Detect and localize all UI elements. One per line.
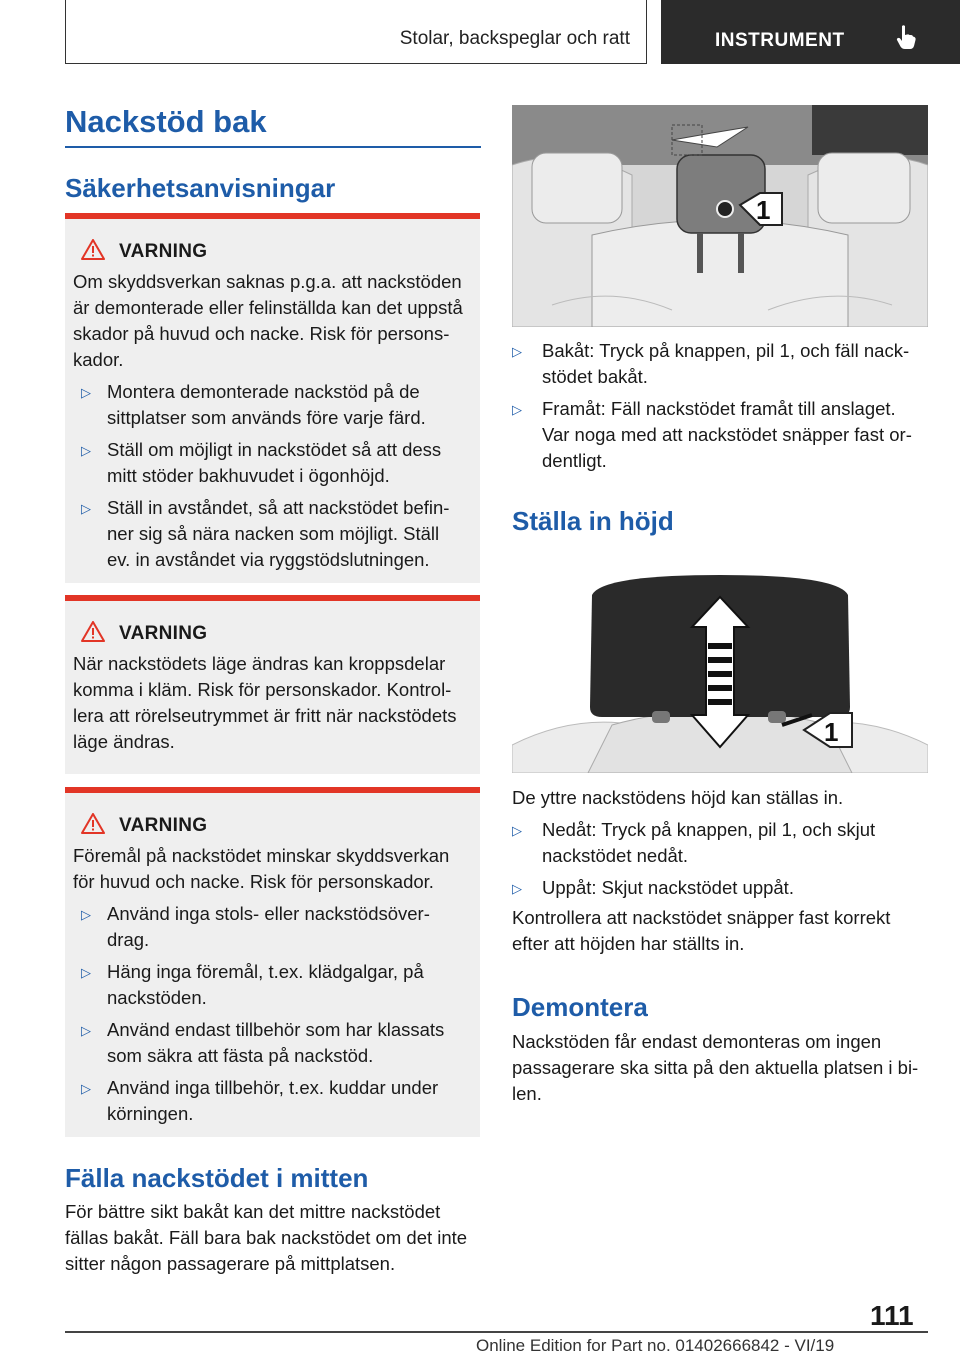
warning-box-1	[65, 213, 480, 583]
list-item: ▷ Använd inga tillbehör, t.ex. kuddar under körningen.	[73, 1075, 466, 1127]
height-heading: Ställa in höjd	[512, 506, 674, 536]
bullet-triangle-icon: ▷	[81, 907, 91, 922]
section-title: Stolar, backspeglar och ratt	[399, 28, 630, 49]
warning-title: VARNING	[119, 241, 208, 262]
bullet-triangle-icon: ▷	[81, 443, 91, 458]
bullet-triangle-icon: ▷	[81, 965, 91, 980]
bullet-triangle-icon: ▷	[81, 1023, 91, 1038]
list-item: ▷ Använd inga stols- eller nackstödsöver-drag.	[73, 901, 466, 953]
header-chapter-tab	[661, 0, 960, 64]
list-item: ▷ Uppåt: Skjut nackstödet uppåt.	[512, 875, 928, 901]
safety-heading: Säkerhetsanvisningar	[65, 173, 336, 203]
page-title: Nackstöd bak	[65, 104, 267, 139]
page-number: 111	[870, 1300, 914, 1331]
list-item: ▷ Häng inga föremål, t.ex. klädgalgar, på nackstöden.	[73, 959, 466, 1011]
warning-box-2	[65, 595, 480, 774]
warning-box-3	[65, 787, 480, 1137]
warning-triangle-icon	[81, 813, 105, 839]
bullet-triangle-icon: ▷	[512, 344, 522, 359]
list-item: ▷ Använd endast tillbehör som har klassats som säkra att fästa på nackstöd.	[73, 1017, 466, 1069]
height-intro: De yttre nackstödens höjd kan ställas in.	[512, 787, 844, 808]
bullet-triangle-icon: ▷	[81, 501, 91, 516]
bullet-triangle-icon: ▷	[81, 385, 91, 400]
rear-headrest-fold-illustration	[512, 105, 928, 327]
warning-text: När nackstödets läge ändras kan kroppsdelar komma i kläm. Risk för personskador. Kontrol-lera att rörelseutrymmet är fritt när nackstödets läge ändras.	[73, 653, 457, 752]
list-item: ▷ Framåt: Fäll nackstödet framåt till anslaget. Var noga med att nackstödet snäpper fast or-dentligt.	[512, 396, 928, 474]
list-item: ▷ Bakåt: Tryck på knappen, pil 1, och fäll nack-stödet bakåt.	[512, 338, 928, 390]
footer-divider	[65, 1331, 928, 1333]
list-item: ▷ Ställ om möjligt in nackstödet så att dess mitt stöder bakhuvudet i ögonhöjd.	[73, 437, 466, 489]
hand-pointer-icon	[895, 24, 917, 55]
edition-footer: Online Edition for Part no. 01402666842 - VI/19	[476, 1336, 835, 1355]
remove-heading: Demontera	[512, 992, 648, 1022]
warning-title: VARNING	[119, 623, 208, 644]
warning-title: VARNING	[119, 815, 208, 836]
height-note: Kontrollera att nackstödet snäpper fast korrekt efter att höjden har ställts in.	[512, 907, 891, 954]
fold-heading: Fälla nackstödet i mitten	[65, 1163, 369, 1193]
list-item: ▷ Nedåt: Tryck på knappen, pil 1, och skjut nackstödet nedåt.	[512, 817, 928, 869]
fold-paragraph: För bättre sikt bakåt kan det mittre nackstödet fällas bakåt. Fäll bara bak nackstödet om det inte sitter någon passagerare på mittplatsen.	[65, 1201, 468, 1274]
bullet-triangle-icon: ▷	[512, 823, 522, 838]
headrest-height-illustration	[512, 575, 928, 773]
bullet-triangle-icon: ▷	[512, 881, 522, 896]
image2-callout: 1	[824, 717, 839, 747]
chapter-title: INSTRUMENT	[715, 30, 845, 51]
title-divider	[65, 146, 481, 148]
header-section-tab	[65, 0, 647, 64]
bullet-triangle-icon: ▷	[81, 1081, 91, 1096]
warning-triangle-icon	[81, 239, 105, 265]
bullet-triangle-icon: ▷	[512, 402, 522, 417]
warning-text: Föremål på nackstödet minskar skyddsverkan för huvud och nacke. Risk för personskador.	[73, 845, 450, 892]
list-item: ▷ Ställ in avståndet, så att nackstödet befin-ner sig så nära nacken som möjligt. Ställ ev. in avståndet via ryggstödslutningen.	[73, 495, 466, 573]
image1-callout: 1	[756, 195, 771, 225]
warning-triangle-icon	[81, 621, 105, 647]
fold-steps-list	[512, 338, 928, 474]
warning-text: Om skyddsverkan saknas p.g.a. att nackstöden är demonterade eller felinställda kan det uppstå skador på huvud och nacke. Risk för persons-kador.	[73, 271, 463, 370]
list-item: ▷ Montera demonterade nackstöd på de sittplatser som används före varje färd.	[73, 379, 466, 431]
height-steps-list	[512, 817, 928, 901]
remove-paragraph: Nackstöden får endast demonteras om ingen passagerare ska sitta på den aktuella platsen i bi-len.	[512, 1031, 919, 1104]
